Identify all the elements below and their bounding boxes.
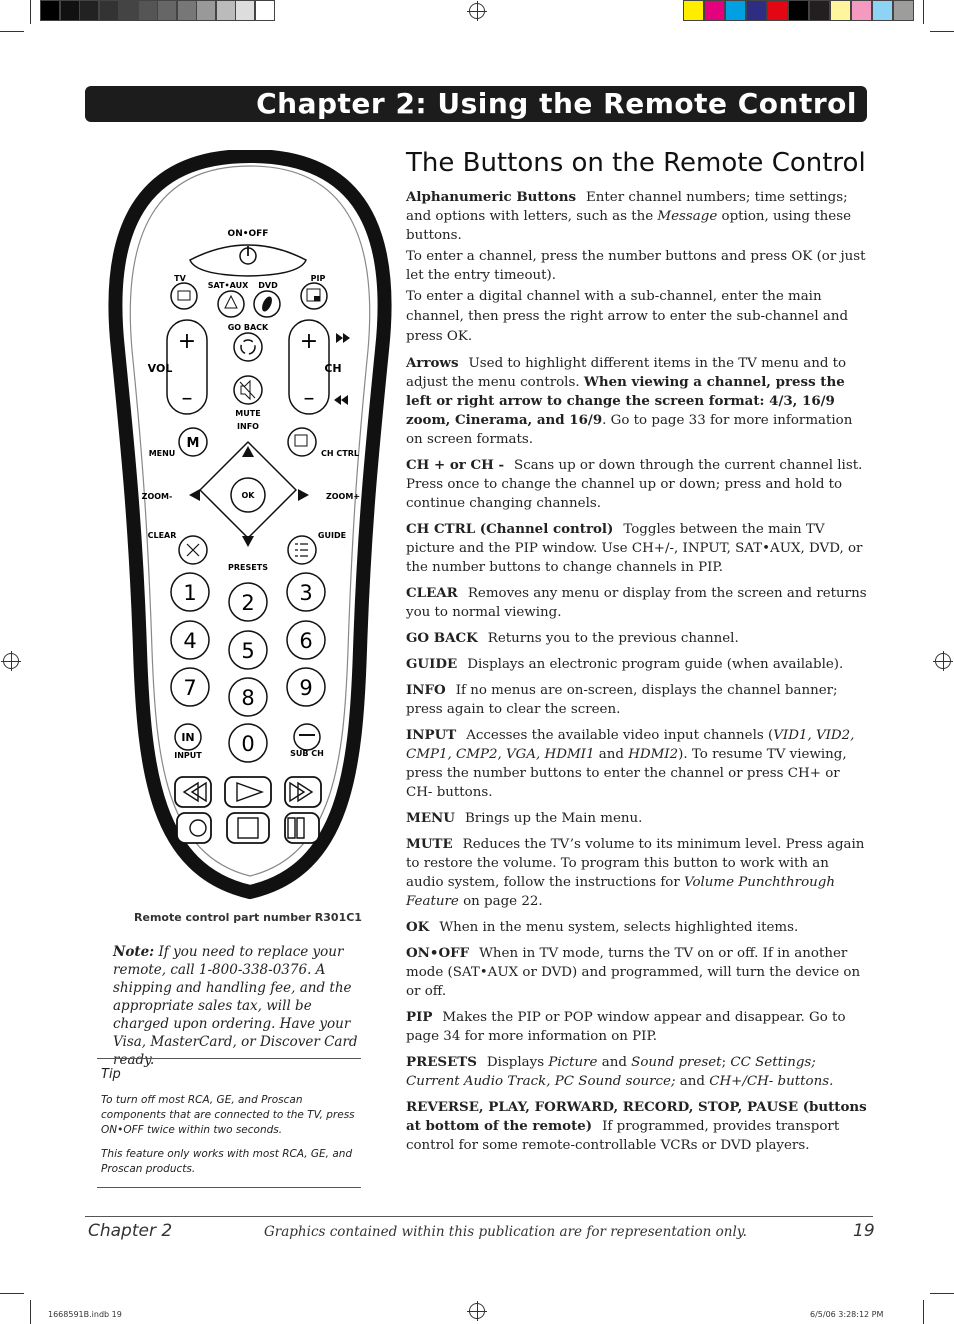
entry-italic: Volume Punchthrough Feature [406, 875, 835, 909]
entry-onoff [406, 944, 870, 1001]
sataux-label: SAT•AUX [207, 281, 249, 290]
tip-box [97, 1058, 361, 1188]
entry-italic: Message [657, 209, 718, 224]
zoom-minus-label: ZOOM- [141, 492, 173, 501]
entry-term: ON•OFF [406, 945, 470, 961]
registration-mark [935, 653, 951, 669]
digit-label: 6 [299, 629, 313, 653]
entry-arrows [406, 354, 870, 449]
note-text: If you need to replace your remote, call 1-800-338-0376. A shipping and handling fee, and the appropriate sales tax, will be charged upon ordering. Have your Visa, MasterCard, or Discover Card ready. [113, 944, 358, 1068]
entry-italic: CC Settings; Current Audio Track, PC Sound source; [406, 1055, 816, 1089]
crop-mark [923, 1300, 924, 1324]
guide-label: GUIDE [317, 531, 347, 540]
entry-term: PIP [406, 1009, 433, 1025]
entry-text: Makes the PIP or POP window appear and disappear. Go to page 34 for more information on PIP. [406, 1010, 846, 1044]
goback-label: GO BACK [227, 323, 269, 332]
entry-term: CLEAR [406, 585, 458, 601]
digit-label: 4 [183, 629, 197, 653]
ch-label: CH [324, 362, 342, 375]
gray-swatch [79, 0, 99, 21]
color-swatch [725, 0, 746, 21]
entry-term: OK [406, 919, 430, 935]
entry-text: When in the menu system, selects highlighted items. [439, 920, 799, 935]
presets-label: PRESETS [228, 563, 268, 572]
note-label: Note: [113, 944, 155, 960]
clear-label: CLEAR [147, 531, 177, 540]
color-swatch [767, 0, 788, 21]
gray-swatch [157, 0, 177, 21]
footer-rule [85, 1216, 873, 1217]
zoom-plus-label: ZOOM+ [325, 492, 361, 501]
registration-mark [469, 1303, 485, 1319]
page-number: 19 [853, 1221, 875, 1241]
tip-title: Tip [101, 1067, 121, 1082]
pip-label: PIP [310, 274, 326, 283]
color-swatch [809, 0, 830, 21]
goback-button[interactable] [234, 333, 262, 361]
vol-plus-icon: + [177, 329, 197, 354]
entry-text: Reduces the TV’s volume to its minimum level. Press again to restore the volume. To program this button to work with an audio system, follow the instructions for [406, 837, 865, 890]
digit-label: 2 [241, 591, 255, 615]
entry-bold: When viewing a channel, press the left or right arrow to change the screen format: 4/3, 16/9 zoom, Cinerama, and 16/9 [406, 374, 845, 428]
menu-label: MENU [148, 449, 176, 458]
entry-term: Arrows [406, 355, 459, 371]
entry-italic: HDMI2 [628, 747, 679, 762]
gray-swatch [196, 0, 216, 21]
entry-term: GO BACK [406, 630, 478, 646]
play-button[interactable] [225, 777, 271, 807]
entry-italic: CH+/CH- buttons. [709, 1074, 834, 1089]
info-label: INFO [237, 422, 259, 431]
color-swatch [851, 0, 872, 21]
entry-text: If programmed, provides transport control for some remote-controllable VCRs or DVD players. [406, 1119, 840, 1153]
registration-mark [3, 653, 19, 669]
entry-text: Scans up or down through the current channel list. Press once to change the channel up or down; press and hold to continue changing channels. [406, 458, 863, 511]
crop-mark [0, 1293, 24, 1294]
tip-paragraph: This feature only works with most RCA, GE, and Proscan products. [101, 1148, 353, 1175]
chapter-banner [85, 86, 867, 122]
chctrl-button[interactable] [288, 428, 316, 456]
digit-label: 8 [241, 686, 255, 710]
ok-label: OK [241, 491, 255, 500]
entry-text: Displays an electronic program guide (when available). [467, 657, 844, 672]
chctrl-label: CH CTRL [321, 449, 359, 458]
entry-italic: Picture [548, 1055, 598, 1070]
entry-term: INPUT [406, 727, 457, 743]
entry-text: When in TV mode, turns the TV on or off. If in another mode (SAT•AUX or DVD) and programmed, will turn the device on or off. [406, 946, 861, 999]
digit-label: 5 [241, 639, 255, 663]
entry-text: . Go to page 33 for more information on screen formats. [406, 413, 853, 447]
entry-alphanumeric [406, 188, 870, 245]
digit-label: 7 [183, 676, 197, 700]
entry-text: Displays [486, 1055, 549, 1070]
entry-pip [406, 1008, 870, 1046]
entry-text: and [675, 1074, 710, 1089]
subch-label: SUB CH [290, 749, 324, 758]
entry-term: CH + or CH - [406, 457, 505, 473]
section-title: The Buttons on the Remote Control [406, 148, 866, 178]
color-swatch [872, 0, 893, 21]
in-label: IN [181, 731, 195, 744]
entry-ch [406, 456, 870, 513]
entry-presets [406, 1053, 870, 1091]
entry-term: Alphanumeric Buttons [406, 189, 576, 205]
digit-label: 1 [183, 581, 197, 605]
vol-label: VOL [147, 362, 173, 375]
entry-text: ). To resume TV viewing, press the number buttons to enter the channel or press CH+ or CH- buttons. [406, 747, 847, 800]
gray-swatch [138, 0, 158, 21]
entry-term: GUIDE [406, 656, 458, 672]
entry-menu [406, 809, 870, 828]
entry-text: Enter channel numbers; time settings; and options with letters, such as the [406, 190, 848, 224]
button-descriptions [406, 188, 870, 1162]
entry-text: on page 22. [458, 894, 543, 909]
footer-chapter: Chapter 2 [88, 1221, 173, 1241]
entry-chctrl [406, 520, 870, 577]
color-swatch [893, 0, 914, 21]
entry-guide [406, 655, 870, 674]
remote-control-illustration [100, 150, 400, 910]
entry-term: PRESETS [406, 1054, 477, 1070]
remote-caption: Remote control part number R301C1 [134, 911, 362, 924]
entry-text: and [597, 1055, 632, 1070]
digit-label: 3 [299, 581, 313, 605]
slug-date: 6/5/06 3:28:12 PM [810, 1310, 884, 1319]
gray-swatch [60, 0, 80, 21]
crop-mark [930, 31, 954, 32]
entry-input [406, 726, 870, 802]
entry-italic: Sound preset [631, 1055, 722, 1070]
entry-term: REVERSE, PLAY, FORWARD, RECORD, STOP, PAUSE (buttons at bottom of the remote) [406, 1099, 867, 1134]
entry-text: Accesses the available video input channels ( [466, 728, 774, 743]
entry-term: CH CTRL (Channel control) [406, 521, 614, 537]
entry-term: MENU [406, 810, 455, 826]
chapter-title: Chapter 2: Using the Remote Control [256, 87, 857, 120]
entry-paragraph: To enter a digital channel with a sub-channel, enter the main channel, then press the right arrow to enter the sub-channel and press OK. [406, 289, 849, 344]
dvd-label: DVD [258, 281, 278, 290]
entry-text: Used to highlight different items in the TV menu and to adjust the menu controls. [406, 356, 847, 390]
digit-label: 9 [299, 676, 313, 700]
gray-swatch [255, 0, 275, 21]
tv-button[interactable] [171, 283, 197, 309]
color-swatch [788, 0, 809, 21]
crop-mark [923, 0, 924, 24]
entry-ok [406, 918, 870, 937]
vol-minus-icon: – [181, 386, 193, 411]
gray-swatch [118, 0, 138, 21]
crop-mark [930, 1293, 954, 1294]
footer-note: Graphics contained within this publication are for representation only. [264, 1224, 747, 1240]
crop-mark [0, 31, 24, 32]
gray-swatch [235, 0, 255, 21]
ch-plus-icon: + [299, 329, 319, 354]
gray-swatch [40, 0, 60, 21]
mute-label: MUTE [235, 409, 261, 418]
registration-mark [469, 3, 485, 19]
menu-m-icon: M [186, 436, 200, 451]
digit-label: 0 [241, 732, 255, 756]
gray-swatch [177, 0, 197, 21]
color-swatch [704, 0, 725, 21]
entry-italic: VID1, VID2, CMP1, CMP2, VGA, HDMI1 [406, 728, 855, 762]
entry-text: Toggles between the main TV picture and the PIP window. Use CH+/-, INPUT, SAT•AUX, DVD, or the number buttons to change channels in PIP. [406, 522, 863, 575]
entry-term: MUTE [406, 836, 453, 852]
entry-text: If no menus are on-screen, displays the channel banner; press again to clear the screen. [406, 683, 838, 717]
entry-info [406, 681, 870, 719]
entry-text: ; [721, 1055, 731, 1070]
tv-label: TV [174, 274, 186, 283]
input-label: INPUT [174, 751, 202, 760]
crop-mark [30, 0, 31, 24]
gray-swatch [216, 0, 236, 21]
entry-goback [406, 629, 870, 648]
color-swatch [830, 0, 851, 21]
entry-text: Removes any menu or display from the screen and returns you to normal viewing. [406, 586, 867, 620]
entry-text: Brings up the Main menu. [464, 811, 643, 826]
color-swatch [683, 0, 704, 21]
entry-text: Returns you to the previous channel. [487, 631, 739, 646]
onoff-label: ON•OFF [227, 229, 269, 239]
subch-button[interactable] [294, 724, 320, 750]
color-swatch [746, 0, 767, 21]
gray-swatch [99, 0, 119, 21]
crop-mark [30, 1300, 31, 1324]
entry-paragraph: To enter a channel, press the number buttons and press OK (or just let the entry timeout). [406, 249, 866, 283]
entry-text: option, using these buttons. [406, 209, 851, 243]
entry-clear [406, 584, 870, 622]
tip-paragraph: To turn off most RCA, GE, and Proscan components that are connected to the TV, press ON•OFF twice within two seconds. [101, 1094, 355, 1136]
entry-text: and [594, 747, 629, 762]
entry-transport [406, 1098, 870, 1155]
entry-term: INFO [406, 682, 446, 698]
slug-file: 1668591B.indb 19 [48, 1310, 122, 1319]
entry-mute [406, 835, 870, 911]
note-paragraph [113, 943, 363, 1069]
ch-minus-icon: – [303, 386, 315, 411]
